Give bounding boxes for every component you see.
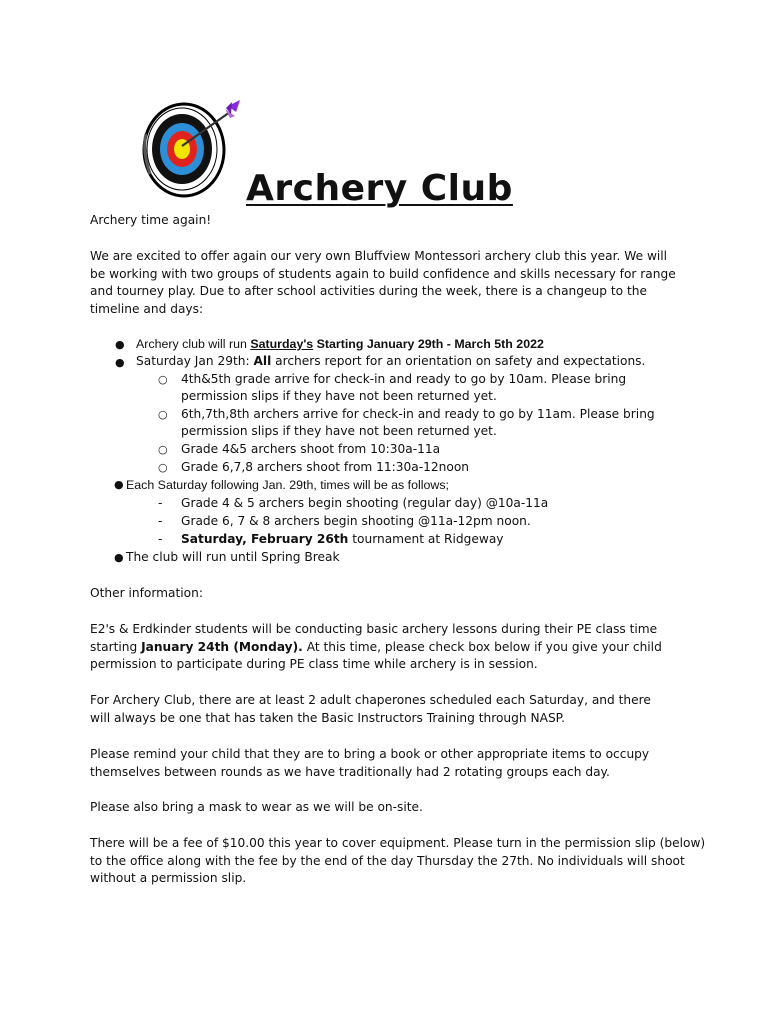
- chaperones-paragraph: [90, 692, 690, 727]
- schedule-item-end: The club will run until Spring Break: [126, 550, 340, 564]
- paragraph-line: and tourney play. Due to after school activities during the week, there is a changeup to the: [90, 284, 647, 299]
- dash-bullet: -: [158, 514, 163, 528]
- circle-bullet-icon: ○: [158, 443, 168, 456]
- paragraph-line: be working with two groups of students again to build confidence and skills necessary for range: [90, 266, 676, 281]
- paragraph-line: permission to participate during PE class time while archery is in session.: [90, 657, 538, 672]
- dash-item-tournament: [181, 531, 504, 549]
- schedule-day: Saturday's: [250, 337, 314, 351]
- paragraph-text: At this time, please check box below if you give your child: [302, 639, 662, 654]
- schedule-item-season: [136, 336, 544, 354]
- archery-target-icon: [132, 94, 250, 202]
- page-title: Archery Club: [246, 168, 513, 209]
- pe-class-paragraph: [90, 621, 690, 674]
- paragraph-line: For Archery Club, there are at least 2 adult chaperones scheduled each Saturday, and there: [90, 693, 651, 707]
- bullet-icon: ●: [114, 478, 124, 491]
- tournament-date: Saturday, February 26th: [181, 532, 349, 546]
- schedule-text: Archery club will run: [136, 337, 251, 351]
- tournament-location: tournament at Ridgeway: [348, 532, 504, 546]
- paragraph-line: to the office along with the fee by the end of the day Thursday the 27th. No individuals will shoot: [90, 853, 685, 868]
- paragraph-line: E2's & Erdkinder students will be conducting basic archery lessons during their PE class time: [90, 622, 658, 636]
- start-date: January 24th (Monday).: [141, 639, 303, 654]
- schedule-item-weekly: Each Saturday following Jan. 29th, times will be as follows;: [126, 478, 450, 492]
- sub-item-line: permission slips if they have not been returned yet.: [181, 424, 497, 438]
- paragraph-line: We are excited to offer again our very own Bluffview Montessori archery club this year. We will: [90, 249, 668, 263]
- intro-text: Archery time again!: [90, 213, 212, 227]
- paragraph-line: timeline and days:: [90, 301, 204, 316]
- paragraph-line: will always be one that has taken the Basic Instructors Training through NASP.: [90, 710, 565, 725]
- other-info-heading: Other information:: [90, 586, 203, 600]
- mask-paragraph: Please also bring a mask to wear as we will be on-site.: [90, 800, 423, 814]
- bullet-icon: ●: [115, 338, 125, 351]
- circle-bullet-icon: ○: [158, 461, 168, 474]
- dash-item: Grade 4 & 5 archers begin shooting (regular day) @10a-11a: [181, 496, 549, 510]
- schedule-emphasis: All: [253, 354, 272, 368]
- schedule-text: Saturday Jan 29th:: [136, 354, 254, 368]
- bullet-icon: ●: [115, 356, 125, 369]
- schedule-text: archers report for an orientation on safety and expectations.: [271, 354, 646, 368]
- fee-paragraph: [90, 835, 730, 888]
- bullet-icon: ●: [114, 551, 124, 564]
- sub-item-line: Grade 6,7,8 archers shoot from 11:30a-12noon: [181, 460, 470, 474]
- schedule-item-orientation: [136, 353, 645, 371]
- intro-paragraph: [90, 248, 690, 318]
- dash-bullet: -: [158, 532, 163, 546]
- circle-bullet-icon: ○: [158, 408, 168, 421]
- sub-item-line: 4th&5th grade arrive for check-in and ready to go by 10am. Please bring: [181, 372, 627, 386]
- paragraph-line: [90, 639, 690, 657]
- circle-bullet-icon: ○: [158, 373, 168, 386]
- paragraph-text: starting: [90, 639, 142, 654]
- dash-bullet: -: [158, 496, 163, 510]
- schedule-dates: Starting January 29th - March 5th 2022: [313, 337, 544, 351]
- sub-item-line: permission slips if they have not been returned yet.: [181, 389, 497, 403]
- dash-item: Grade 6, 7 & 8 archers begin shooting @11a-12pm noon.: [181, 514, 531, 528]
- paragraph-line: There will be a fee of $10.00 this year to cover equipment. Please turn in the permission slip (below): [90, 836, 706, 850]
- sub-item-line: Grade 4&5 archers shoot from 10:30a-11a: [181, 442, 441, 456]
- reminder-paragraph: [90, 746, 690, 781]
- sub-item-line: 6th,7th,8th archers arrive for check-in and ready to go by 11am. Please bring: [181, 407, 655, 421]
- paragraph-line: without a permission slip.: [90, 871, 247, 886]
- paragraph-line: Please remind your child that they are to bring a book or other appropriate items to occupy: [90, 747, 650, 761]
- paragraph-line: themselves between rounds as we have traditionally had 2 rotating groups each day.: [90, 764, 610, 779]
